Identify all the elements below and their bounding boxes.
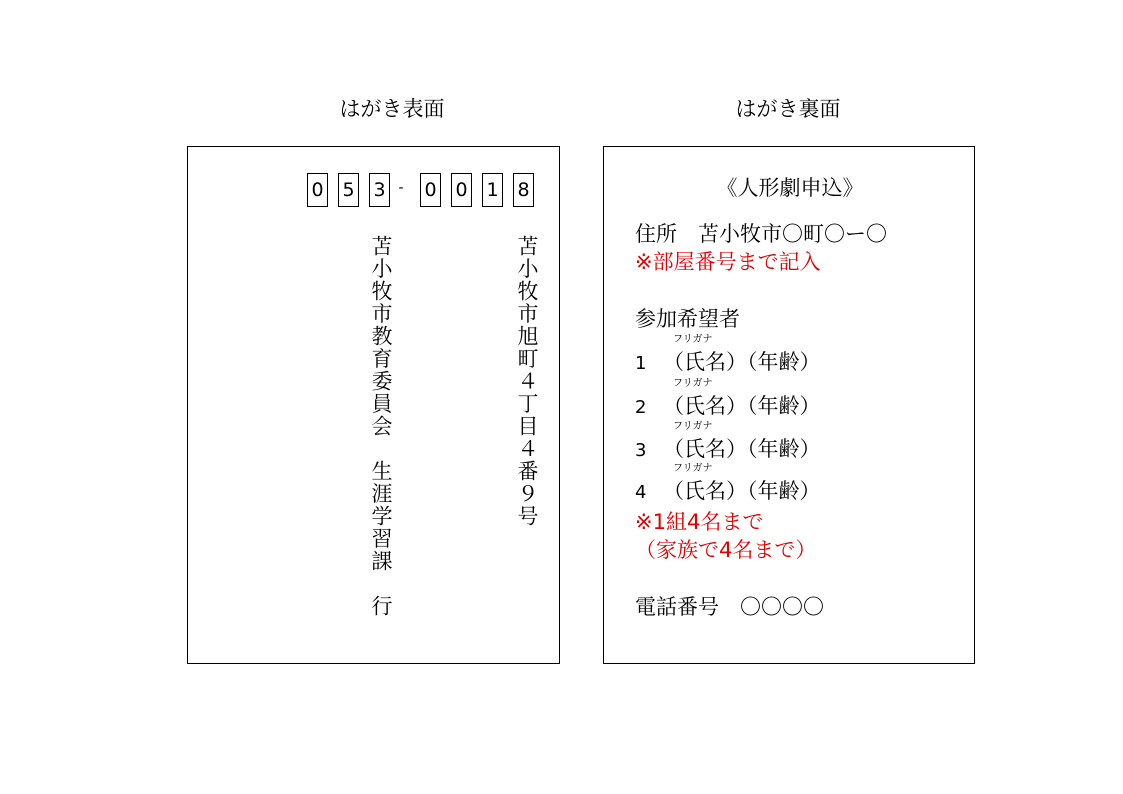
postal-digit: 1 [482,173,503,207]
furigana-label: フリガナ [673,378,713,389]
front-side-title: はがき表面 [339,97,445,121]
postal-digit: 3 [369,173,390,207]
postal-digit: 0 [420,173,441,207]
participant-number: 4 [635,482,647,503]
furigana-label: フリガナ [673,334,713,345]
limit-note-family: （家族で4名まで） [635,538,817,562]
furigana-label: フリガナ [673,463,713,474]
participant-fields: （氏名）（年齢） [663,394,821,418]
phone-line: 電話番号 〇〇〇〇 [635,595,824,619]
postcard-back [603,146,975,664]
address-note: ※部屋番号まで記入 [635,250,821,274]
participant-row [635,392,821,422]
participant-fields: （氏名）（年齢） [663,350,821,374]
participant-row [635,477,821,507]
back-side-title: はがき裏面 [735,97,841,121]
address-line: 住所 苫小牧市〇町〇ー〇 [635,222,887,246]
participant-row [635,435,821,465]
limit-note: ※1組4名まで [635,510,764,534]
participant-number: 3 [635,440,647,461]
postal-digit: 5 [338,173,359,207]
participant-number: 2 [635,397,647,418]
postal-digit: 0 [307,173,328,207]
participant-fields: （氏名）（年齢） [663,437,821,461]
recipient-name: 苫小牧市教育委員会 生涯学習課 行 [369,235,393,618]
participant-fields: （氏名）（年齢） [663,479,821,503]
application-heading: 《人形劇申込》 [716,176,864,200]
recipient-address: 苫小牧市旭町４丁目４番９号 [515,235,539,528]
furigana-label: フリガナ [673,421,713,432]
participant-row [635,348,821,378]
participants-label: 参加希望者 [635,307,740,331]
postcard-front [187,146,560,664]
postal-digit: 8 [513,173,534,207]
postal-digit: 0 [451,173,472,207]
participant-number: 1 [635,353,647,374]
postal-dash: - [398,180,404,196]
